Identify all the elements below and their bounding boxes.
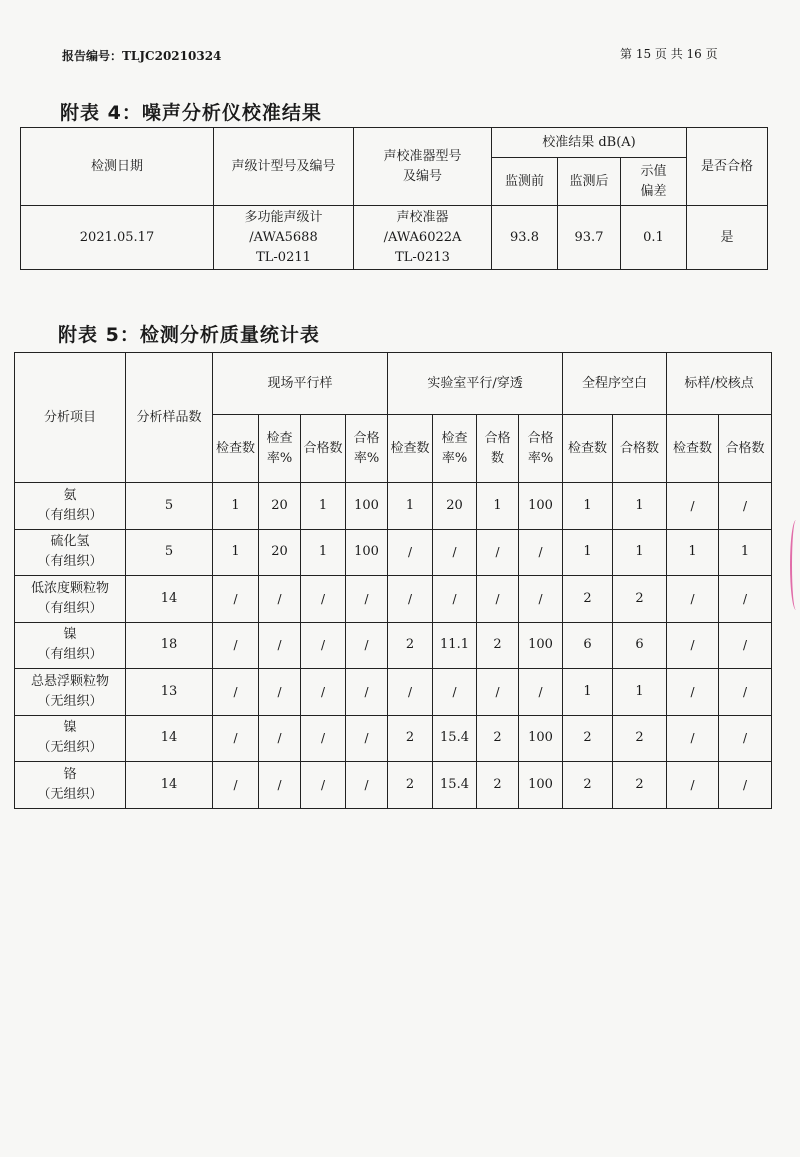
subheader: 合格数 <box>301 415 346 483</box>
cell-sample-count: 14 <box>126 762 213 809</box>
table-row <box>15 529 772 576</box>
cell-value: / <box>667 715 719 762</box>
header-lab-parallel: 实验室平行/穿透 <box>388 353 563 415</box>
cell-value: / <box>259 762 301 809</box>
cell-value: 1 <box>667 529 719 576</box>
cell-value: 1 <box>563 529 613 576</box>
table-row <box>15 762 772 809</box>
cell-value: 15.4 <box>433 715 477 762</box>
cell-value: / <box>301 669 346 716</box>
subheader: 检查数 <box>388 415 433 483</box>
cell-value: / <box>519 529 563 576</box>
cell-value: / <box>346 715 388 762</box>
cell-value: / <box>667 669 719 716</box>
cell-value: / <box>388 529 433 576</box>
cell-qualified: 是 <box>687 206 768 270</box>
cell-value: / <box>346 622 388 669</box>
header-date: 检测日期 <box>21 128 214 206</box>
cell-item: 铬 （无组织） <box>15 762 126 809</box>
cell-value: 1 <box>613 669 667 716</box>
table-row <box>15 483 772 530</box>
subheader: 检查数 <box>213 415 259 483</box>
cell-meter: 多功能声级计 /AWA5688 TL-0211 <box>214 206 354 270</box>
cell-value: 1 <box>563 483 613 530</box>
cell-value: 1 <box>613 529 667 576</box>
cell-value: / <box>433 529 477 576</box>
cell-value: / <box>477 576 519 623</box>
cell-value: / <box>719 622 772 669</box>
cell-value: 100 <box>519 483 563 530</box>
header-deviation: 示值 偏差 <box>621 158 687 206</box>
table-row <box>15 576 772 623</box>
cell-value: / <box>433 669 477 716</box>
header-before: 监测前 <box>492 158 558 206</box>
cell-after: 93.7 <box>558 206 621 270</box>
cell-value: 1 <box>388 483 433 530</box>
header-meter: 声级计型号及编号 <box>214 128 354 206</box>
page-number: 第 15 页 共 16 页 <box>620 47 718 61</box>
cell-value: / <box>719 576 772 623</box>
cell-value: 6 <box>563 622 613 669</box>
cell-value: / <box>477 529 519 576</box>
cell-sample-count: 14 <box>126 715 213 762</box>
cell-value: 2 <box>477 622 519 669</box>
cell-value: / <box>519 576 563 623</box>
header-after: 监测后 <box>558 158 621 206</box>
cell-value: 100 <box>346 529 388 576</box>
cell-value: / <box>667 483 719 530</box>
cell-value: / <box>667 762 719 809</box>
cell-value: 1 <box>213 529 259 576</box>
subheader: 合格 数 <box>477 415 519 483</box>
cell-value: 1 <box>563 669 613 716</box>
cell-date: 2021.05.17 <box>21 206 214 270</box>
subheader: 检查数 <box>667 415 719 483</box>
report-number: 报告编号：TLJC20210324 <box>62 49 222 63</box>
cell-value: / <box>259 622 301 669</box>
cell-value: / <box>213 576 259 623</box>
cell-value: / <box>667 576 719 623</box>
table5-title: 附表 5：检测分析质量统计表 <box>58 324 320 346</box>
cell-item: 低浓度颗粒物 （有组织） <box>15 576 126 623</box>
cell-value: 1 <box>477 483 519 530</box>
cell-value: 1 <box>301 483 346 530</box>
cell-sample-count: 5 <box>126 529 213 576</box>
cell-value: / <box>213 622 259 669</box>
cell-value: 20 <box>259 483 301 530</box>
cell-value: / <box>301 762 346 809</box>
cell-value: 2 <box>613 715 667 762</box>
cell-value: 2 <box>613 576 667 623</box>
cell-value: / <box>346 576 388 623</box>
cell-value: 100 <box>519 715 563 762</box>
cell-value: / <box>346 762 388 809</box>
cell-value: 1 <box>613 483 667 530</box>
cell-item: 总悬浮颗粒物 （无组织） <box>15 669 126 716</box>
cell-value: 11.1 <box>433 622 477 669</box>
cell-deviation: 0.1 <box>621 206 687 270</box>
header-blank: 全程序空白 <box>563 353 667 415</box>
cell-value: 2 <box>477 762 519 809</box>
cell-value: / <box>477 669 519 716</box>
cell-value: / <box>259 669 301 716</box>
header-sample-count: 分析样品数 <box>126 353 213 483</box>
cell-value: / <box>301 622 346 669</box>
cell-value: 100 <box>519 762 563 809</box>
cell-value: / <box>433 576 477 623</box>
table-row <box>15 669 772 716</box>
cell-value: / <box>213 762 259 809</box>
cell-value: 1 <box>301 529 346 576</box>
header-qualified: 是否合格 <box>687 128 768 206</box>
calibration-table <box>20 127 768 270</box>
cell-value: / <box>388 669 433 716</box>
cell-value: 100 <box>346 483 388 530</box>
table-row <box>21 206 768 270</box>
cell-value: 2 <box>477 715 519 762</box>
subheader: 检查 率% <box>433 415 477 483</box>
cell-item: 镍 （无组织） <box>15 715 126 762</box>
header-field-parallel: 现场平行样 <box>213 353 388 415</box>
table-row <box>15 715 772 762</box>
cell-value: 2 <box>613 762 667 809</box>
cell-value: 20 <box>433 483 477 530</box>
cell-sample-count: 14 <box>126 576 213 623</box>
cell-value: 1 <box>213 483 259 530</box>
cell-value: / <box>259 715 301 762</box>
cell-sample-count: 13 <box>126 669 213 716</box>
subheader: 合格 率% <box>346 415 388 483</box>
cell-value: / <box>719 715 772 762</box>
cell-sample-count: 5 <box>126 483 213 530</box>
cell-before: 93.8 <box>492 206 558 270</box>
cell-value: 15.4 <box>433 762 477 809</box>
table-row <box>15 622 772 669</box>
cell-value: 2 <box>388 762 433 809</box>
cell-value: / <box>213 669 259 716</box>
cell-value: 2 <box>388 622 433 669</box>
cell-value: / <box>667 622 719 669</box>
cell-value: / <box>259 576 301 623</box>
table4-title: 附表 4：噪声分析仪校准结果 <box>60 102 322 124</box>
header-calibrator: 声校准器型号 及编号 <box>354 128 492 206</box>
cell-calibrator: 声校准器 /AWA6022A TL-0213 <box>354 206 492 270</box>
subheader: 合格数 <box>613 415 667 483</box>
cell-value: 2 <box>563 762 613 809</box>
header-standard: 标样/校核点 <box>667 353 772 415</box>
cell-value: 1 <box>719 529 772 576</box>
cell-value: / <box>719 669 772 716</box>
cell-value: 2 <box>563 576 613 623</box>
cell-value: 6 <box>613 622 667 669</box>
cell-value: / <box>301 715 346 762</box>
subheader: 检查 率% <box>259 415 301 483</box>
header-item: 分析项目 <box>15 353 126 483</box>
cell-value: / <box>213 715 259 762</box>
cell-value: 20 <box>259 529 301 576</box>
subheader: 合格数 <box>719 415 772 483</box>
cell-value: / <box>519 669 563 716</box>
quality-statistics-table <box>14 352 772 809</box>
cell-value: / <box>301 576 346 623</box>
cell-value: / <box>388 576 433 623</box>
cell-item: 镍 （有组织） <box>15 622 126 669</box>
subheader: 合格 率% <box>519 415 563 483</box>
cell-value: 2 <box>563 715 613 762</box>
cell-value: / <box>719 483 772 530</box>
cell-item: 氨 （有组织） <box>15 483 126 530</box>
cell-value: 100 <box>519 622 563 669</box>
cell-value: / <box>719 762 772 809</box>
cell-item: 硫化氢 （有组织） <box>15 529 126 576</box>
header-result: 校准结果 dB(A) <box>492 128 687 158</box>
cell-sample-count: 18 <box>126 622 213 669</box>
subheader: 检查数 <box>563 415 613 483</box>
cell-value: 2 <box>388 715 433 762</box>
cell-value: / <box>346 669 388 716</box>
pink-margin-mark <box>790 520 800 610</box>
